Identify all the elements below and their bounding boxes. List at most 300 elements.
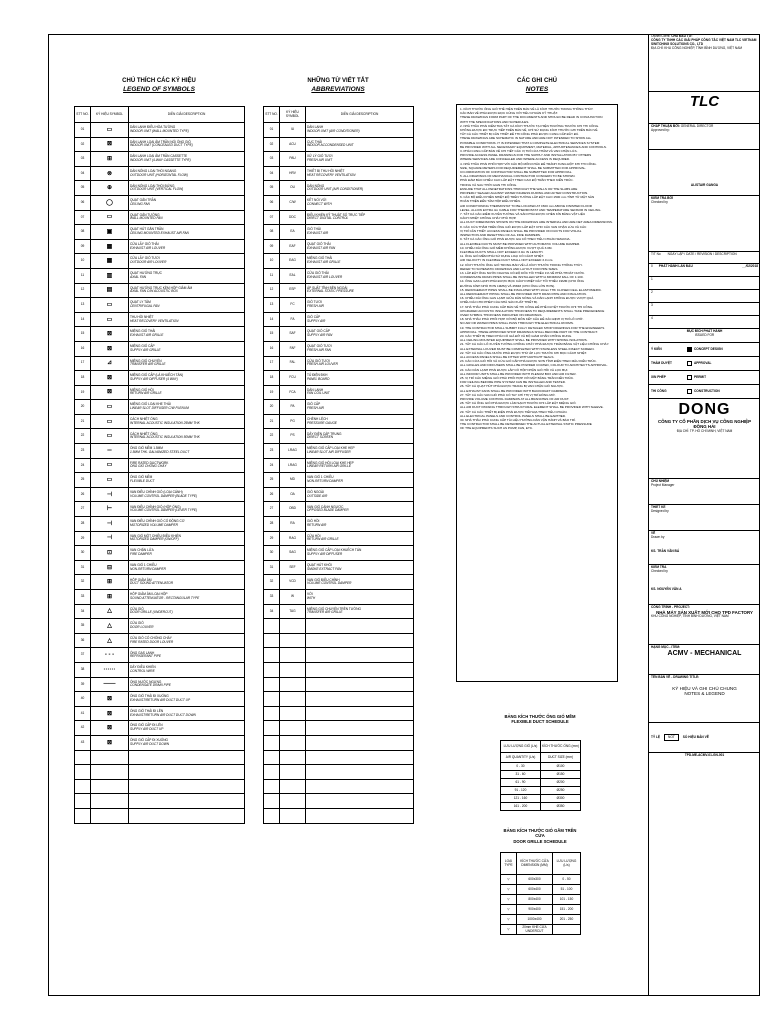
abbr-row-no: 26	[264, 487, 280, 502]
legend-row-no: 11	[75, 268, 91, 283]
abbr-desc-vn: DÀN NÓNG	[307, 183, 325, 188]
tb-rev-no: 3	[651, 303, 653, 307]
legend-row	[75, 487, 245, 502]
legend-desc-en: CONDENSATE DRAIN PIPE	[130, 683, 171, 688]
tb-rev-desc: PHÁT HÀNH LẦN ĐẦU	[658, 264, 693, 268]
legend-row-no: 20	[75, 400, 91, 415]
abbr-desc-en: SUPPLY AIR	[307, 318, 326, 323]
abbr-empty-cell	[264, 750, 280, 765]
legend-row-symbol	[91, 195, 129, 210]
flex-row-size: Ø150	[541, 771, 581, 779]
legend-row-symbol	[91, 414, 129, 429]
legend-row-no: 10	[75, 254, 91, 269]
tb-rev-no: 0	[651, 264, 653, 268]
abbr-empty-cell	[306, 765, 414, 780]
door-row-dimension: 900x400	[517, 905, 553, 915]
abbr-row	[264, 268, 414, 283]
abbr-row-symbol: EAG	[280, 254, 306, 269]
legend-desc-vn: DÀN NÓNG LOẠI THỔI ĐỨNG	[130, 183, 175, 188]
abbr-empty-row	[264, 662, 414, 677]
legend-row	[75, 195, 245, 210]
abbr-empty-cell	[280, 779, 306, 794]
legend-symbol-icon: ▣	[106, 228, 113, 235]
abbr-desc-vn: QUẠT GIÓ THẢI	[307, 241, 331, 246]
door-row	[501, 905, 581, 915]
legend-row-symbol	[91, 677, 129, 692]
legend-row-description	[129, 662, 245, 677]
legend-row-no: 13	[75, 298, 91, 313]
legend-desc-en: OUTDOOR UNIT (HORIZONTAL FLOW)	[130, 172, 188, 177]
abbr-row	[264, 429, 414, 444]
flex-row-quantity: 0 - 30	[501, 763, 541, 771]
legend-empty-row	[75, 794, 245, 809]
door-header-dimension: KÍCH THƯỚC CỬA DIMENSION (MM)	[517, 853, 553, 875]
abbr-row-no: 30	[264, 546, 280, 561]
legend-desc-vn: DÀN LẠNH LOẠI ÂM TRẦN NỐI ỐNG GIÓ	[130, 139, 191, 144]
note-line: 1. KÍCH THƯỚC ỐNG GIÓ THỂ HIỆN TRÊN BẢN VẼ LÀ KÍCH THƯỚC TRONG THÔNG THỦY.	[460, 107, 594, 111]
note-line: 21. TẤT CẢ CÁC LỖ XUYÊN TƯỜNG CHỐNG CHÁY PHẢI ĐƯỢC TRÁM BẰNG VẬT LIỆU CHỐNG CHÁY.	[460, 342, 610, 347]
note-line: FOR CEILING BEFORE PIPE SYSTEM CAN BE INSTALLED AND TESTED.	[460, 380, 566, 385]
note-line: HOÀN THIỆN ĐẾN TÂM HỘP ĐIỀU KHIỂN.	[460, 199, 521, 204]
legend-row-description	[129, 648, 245, 663]
legend-row-symbol	[91, 371, 129, 386]
legend-row-description	[129, 604, 245, 619]
legend-row	[75, 575, 245, 590]
legend-row-description	[129, 254, 245, 269]
legend-row-symbol	[91, 312, 129, 327]
legend-row-description	[129, 283, 245, 298]
tb-rev-header-no: T/T No	[651, 252, 661, 256]
abbr-row-symbol: EAF	[280, 239, 306, 254]
legend-desc-vn: QUẠT GẮN TRẦN	[130, 198, 157, 203]
tb-design-sub: Designed by	[651, 508, 669, 513]
door-row	[501, 885, 581, 895]
abbr-desc-en: FAN COIL UNIT	[307, 391, 330, 396]
legend-empty-cell	[91, 765, 129, 780]
legend-row	[75, 298, 245, 313]
abbr-empty-row	[264, 794, 414, 809]
legend-row-no: 24	[75, 458, 91, 473]
note-line: 2. NHÀ THẦU PHẢI KIỂM TRA TẤT CẢ KÍCH THƯỚC TẠI HIỆN TRƯỜNG TRƯỚC KHI THI CÔNG.	[460, 123, 599, 128]
abbr-desc-en: EXHAUST AIR	[307, 230, 329, 235]
note-line: KHÔNG ĐƯỢC ĐO TRỰC TIẾP TRÊN BẢN VẼ, CHỈ SỬ DỤNG KÍCH THƯỚC GHI TRÊN BẢN VẼ.	[460, 128, 599, 133]
abbr-row-description	[306, 210, 414, 225]
legend-row-symbol	[91, 531, 129, 546]
legend-empty-cell	[91, 794, 129, 809]
legend-row-no: 35	[75, 619, 91, 634]
legend-row-symbol	[91, 181, 129, 196]
abbr-row-symbol: OA	[280, 487, 306, 502]
abbr-row	[264, 414, 414, 429]
notes-title-en: NOTES	[525, 85, 549, 93]
tb-drawing-title	[649, 675, 760, 723]
abbr-empty-row	[264, 677, 414, 692]
door-schedule-title-vn: BẢNG KÍCH THƯỚC GIÓ GẦM TRÊN CỬA	[503, 828, 577, 839]
tb-owner	[649, 34, 760, 92]
note-line: 7. TẤT CẢ CÁC ĐIỂM XUYÊN TƯỜNG VÀ SÀN PHẢI ĐƯỢC CHÈN KÍN BẰNG VẬT LIỆU	[460, 212, 586, 217]
abbr-row-description	[306, 444, 414, 459]
note-line: 4. NHÀ THẦU PHẢI PHỐI HỢP VỚI CÁC BỘ MÔN KHÁC ĐỂ TRÁNH XUNG ĐỘT KHI THI CÔNG.	[460, 161, 597, 166]
abbr-row	[264, 341, 414, 356]
legend-desc-en: DOOR LOUVER	[130, 624, 154, 629]
abbr-desc-vn: DÀN LẠNH	[307, 125, 324, 130]
tb-issue-option	[649, 371, 760, 385]
abbr-title	[263, 78, 413, 94]
legend-row-description	[129, 633, 245, 648]
abbr-empty-cell	[264, 779, 280, 794]
legend-desc-vn: DÀN LẠNH LOẠI ÂM TRẦN CASSETTE	[130, 154, 188, 159]
legend-symbol-icon: ⊠	[106, 725, 113, 732]
abbr-desc-vn: GIÓ THẢI	[307, 227, 321, 232]
legend-symbol-icon: △	[107, 608, 112, 615]
abbr-empty-cell	[280, 794, 306, 809]
tb-rev-row	[649, 290, 760, 303]
abbr-empty-row	[264, 648, 414, 663]
tb-drawing-number: TPD-ME-ACMV-01-GN-001	[684, 753, 725, 757]
door-row-dimension: 800x400	[517, 895, 553, 905]
legend-row-symbol	[91, 735, 129, 750]
abbr-row-no: 15	[264, 327, 280, 342]
abbr-row	[264, 298, 414, 313]
abbr-row-description	[306, 239, 414, 254]
checkbox-icon	[687, 375, 692, 380]
legend-row-description	[129, 706, 245, 721]
legend-row-no: 26	[75, 487, 91, 502]
legend-desc-en: DUCT SOUND ATTENUATOR	[130, 581, 174, 586]
tb-issue-vn: Ý KIẾN	[651, 346, 662, 351]
note-line: 9. TẤT CẢ CÁC ỐNG GIÓ PHẢI ĐƯỢC GIA CỐ THEO TIÊU CHUẨN SMACNA.	[460, 237, 571, 242]
note-line: CONDENSATE DRAIN PIPES SHALL BE INSTALLED WITH A MINIMUM FALL OF 1:100.	[460, 275, 584, 280]
abbr-empty-cell	[280, 735, 306, 750]
tb-drawn	[649, 531, 760, 565]
legend-row-no: 32	[75, 575, 91, 590]
door-schedule-title	[500, 828, 580, 844]
abbr-row-no: 02	[264, 137, 280, 152]
door-row-flow: 0 - 50	[553, 875, 581, 885]
abbr-row-symbol: SAF	[280, 327, 306, 342]
notes-title-vn: CÁC GHI CHÚ	[517, 78, 557, 84]
note-line: 19. THE CONTRACTOR SHALL SUBMIT FULLY DETAILED SHOP DRAWINGS FOR THE ENGINEER'S	[460, 325, 605, 330]
legend-desc-vn: VAN ĐIỀU CHỈNH GIÓ (HỘP ỐNG)	[130, 504, 181, 509]
legend-symbol-icon: ⊣	[106, 491, 113, 498]
door-row-type-icon: ▽	[501, 915, 517, 925]
abbr-desc-vn: MIỆNG GIÓ CẤP LOẠI KHE HẸP	[307, 446, 355, 451]
abbr-row-no: 28	[264, 517, 280, 532]
notes-box	[456, 104, 618, 682]
legend-row-no: 17	[75, 356, 91, 371]
legend-desc-vn: QUẠT HƯỚNG TRỤC	[130, 271, 162, 276]
legend-desc-vn: ỐNG GIÓ CẤP ĐI LÊN	[130, 723, 163, 728]
abbr-row-symbol: RA	[280, 517, 306, 532]
door-row-flow: 151 - 200	[553, 905, 581, 915]
abbr-row-symbol: FA	[280, 312, 306, 327]
note-line: 26. TẤT CẢ QUẠT HÚT PHẢI ĐƯỢC TRANG BỊ VAN CHẶN GIÓ NGƯỢC.	[460, 384, 564, 389]
abbr-desc-en: DIRECT SCREEN	[307, 435, 334, 440]
legend-row	[75, 721, 245, 736]
flex-header-row	[501, 741, 581, 753]
legend-desc-en: AXIAL FAN C/W ACOUSTIC BOX	[130, 289, 178, 294]
legend-row-no: 43	[75, 735, 91, 750]
legend-desc-vn: MIỆNG GIÓ LOẠI KHE THẢI	[130, 402, 171, 407]
legend-desc-en: ỐNG GIÓ CHỐNG CHÁY	[130, 464, 167, 469]
legend-empty-cell	[91, 750, 129, 765]
note-line: NO AIR OR WATER PIPES SHALL PASS THROUGH THE ELECTRICAL ROOMS.	[460, 321, 574, 326]
tb-project-address: KHU CÔNG NGHIỆP, TỈNH BÌNH DƯƠNG, VIỆT NAM	[651, 614, 729, 619]
legend-row-symbol	[91, 356, 129, 371]
legend-row	[75, 692, 245, 707]
legend-row-description	[129, 502, 245, 517]
note-line: ALL EXHAUST FANS SHALL BE PROVIDED WITH BACKDRAFT DAMPERS.	[460, 388, 568, 393]
tb-issue-options	[649, 343, 760, 399]
abbr-desc-en: FRESH AIR	[307, 406, 324, 411]
tb-owner-name: CÔNG TY TNHH CÁC GIẢI PHÁP CÔNG TẮC VIỆT NAM TLC VIETNAM SWITCHING SOLUTIONS CO., LTD	[651, 37, 757, 46]
tb-category-label: HẠNG MỤC - ITEM:	[651, 645, 681, 649]
door-header-flow: LƯU LƯỢNG (L/s)	[553, 853, 581, 875]
legend-row	[75, 283, 245, 298]
abbr-row-no: 34	[264, 604, 280, 619]
abbr-row-no: 29	[264, 531, 280, 546]
legend-row	[75, 341, 245, 356]
tb-rev-row	[649, 316, 760, 329]
legend-desc-en: FIRE DAMPER	[130, 552, 152, 557]
legend-symbol-icon: ▭	[106, 316, 113, 323]
abbr-row-symbol: VCD	[280, 575, 306, 590]
abbr-desc-en: TRANSFER AIR GRILLE	[307, 610, 343, 615]
tb-issue-title	[649, 329, 760, 343]
legend-desc-en: FLEXIBLE DUCT	[130, 479, 155, 484]
legend-desc-vn: ỐNG GIÓ THẢI ĐI XUỐNG	[130, 694, 169, 699]
abbr-row	[264, 531, 414, 546]
abbr-row-no: 33	[264, 590, 280, 605]
legend-row-symbol	[91, 166, 129, 181]
tb-issue-vn: THI CÔNG	[651, 388, 667, 393]
abbr-row-description	[306, 414, 414, 429]
abbr-row-description	[306, 560, 414, 575]
abbr-empty-row	[264, 808, 414, 823]
abbr-row	[264, 254, 414, 269]
abbr-row-no: 12	[264, 283, 280, 298]
note-line: 14. ỐNG GAS LẠNH PHẢI ĐƯỢC BỌC CÁCH NHIỆT DÀY TỐI THIỂU 19MM (CHO ỐNG	[460, 279, 585, 284]
abbr-row	[264, 546, 414, 561]
legend-symbol-icon: ⊗	[106, 170, 113, 177]
abbr-desc-vn: XỬ LÝ GIÓ TƯƠI	[307, 154, 333, 159]
tb-scale-value: NOT	[664, 734, 679, 742]
legend-table	[74, 106, 245, 824]
abbr-desc-en: DIRECT DIGITAL CONTROL	[307, 216, 349, 221]
legend-symbol-icon: ▭	[106, 418, 113, 425]
door-row	[501, 925, 581, 935]
note-line: 5. ALL DRAWINGS OF MECHANICAL CONTRACTOR CONCERN TO BE SHOWN.	[460, 174, 576, 179]
legend-symbol-icon: ⊠	[106, 695, 113, 702]
legend-row	[75, 166, 245, 181]
abbr-row-symbol: FCU	[280, 371, 306, 386]
tb-rev-no: 2	[651, 290, 653, 294]
legend-desc-vn: HỘP GIẢM ÂM LOẠI HỘP	[130, 592, 168, 597]
legend-row-no: 39	[75, 677, 91, 692]
abbr-empty-row	[264, 765, 414, 780]
legend-row-symbol	[91, 400, 129, 415]
legend-row-description	[129, 677, 245, 692]
door-row	[501, 895, 581, 905]
abbr-desc-en: FRESH AIR LOUVER	[307, 362, 338, 367]
legend-symbol-icon: ▭	[106, 404, 113, 411]
legend-symbol-icon: ⊕	[106, 185, 113, 192]
note-line: ĐƯỜNG KÍNH NHỎ HƠN 19MM) VÀ 25MM (CHO ỐNG LỚN HƠN).	[460, 283, 556, 288]
tb-drawing-title-vn: KÝ HIỆU VÀ GHI CHÚ CHUNG	[672, 685, 737, 691]
tb-draw-label: VẼ	[651, 531, 656, 535]
note-line: ALL AIR DUCT PASSING THROUGH STRUCTURAL ELEMENT SHALL BE PROVIDED WITH SLEEVE.	[460, 405, 604, 410]
legend-symbol-icon: ▭	[106, 433, 113, 440]
abbr-row-symbol: DDC	[280, 210, 306, 225]
tb-draw-sub: Drawn by	[651, 534, 665, 539]
legend-row-no: 28	[75, 517, 91, 532]
abbr-desc-vn: QUẠT GIÓ TƯƠI	[307, 344, 332, 349]
legend-row-description	[129, 619, 245, 634]
legend-empty-row	[75, 750, 245, 765]
door-header-row	[501, 853, 581, 875]
abbr-row-description	[306, 254, 414, 269]
legend-row-no: 19	[75, 385, 91, 400]
legend-row	[75, 604, 245, 619]
legend-row-no: 01	[75, 123, 91, 138]
legend-desc-vn: MIỆNG GIÓ CẤP (LÁ KHUẾCH TÁN)	[130, 373, 184, 378]
note-line: 6. CÁC BỘ ĐIỀU KHIỂN NHIỆT ĐỘ TRÊN TƯỜNG LẮP ĐẶT CAO 1500 mm TÍNH TỪ MẶT SÀN	[460, 195, 595, 200]
abbr-empty-cell	[264, 692, 280, 707]
legend-desc-en: FIRE RATED DOOR LOUVER	[130, 639, 174, 644]
legend-desc-vn: FIRE RATED DUCTWORK	[130, 460, 169, 465]
legend-symbol-icon: - - -	[104, 652, 115, 659]
abbr-desc-vn: CHÊNH LỆCH	[307, 417, 328, 421]
legend-symbol-icon: ⊠	[106, 710, 113, 717]
abbr-row-symbol: FAF	[280, 341, 306, 356]
abbr-empty-row	[264, 721, 414, 736]
tlc-logo-icon: TLC	[689, 93, 720, 110]
legend-row-description	[129, 692, 245, 707]
abbr-desc-en: LINEAR SLOT AIR DIFFUSER	[307, 449, 351, 454]
abbr-row	[264, 181, 414, 196]
tb-rev-row	[649, 264, 760, 277]
abbr-row	[264, 123, 414, 138]
legend-row-no: 08	[75, 225, 91, 240]
note-line: 17. NHÀ THẦU PHẢI CUNG CẤP BẢN VẼ THI CÔNG ĐỂ PHÊ DUYỆT TRƯỚC KHI THI CÔNG.	[460, 304, 594, 309]
legend-header-no: STT NO.	[75, 107, 91, 123]
abbr-row-no: 03	[264, 152, 280, 167]
abbr-empty-cell	[280, 692, 306, 707]
legend-row-description	[129, 458, 245, 473]
legend-empty-row	[75, 808, 245, 823]
tb-drawing-title-label: TÊN BẢN VẼ - DRAWING TITLE:	[651, 675, 700, 679]
legend-symbol-icon: ⊣	[106, 520, 113, 527]
legend-desc-vn: ỐNG GIÓ CẤP ĐI XUỐNG	[130, 738, 169, 743]
flex-row-quantity: 61 - 90	[501, 779, 541, 787]
legend-row	[75, 706, 245, 721]
abbr-row-no: 10	[264, 254, 280, 269]
legend-row-symbol	[91, 327, 129, 342]
tb-owner-logo	[649, 92, 760, 124]
abbr-empty-cell	[264, 662, 280, 677]
abbr-desc-en: VOLUME CONTROL DAMPER	[307, 581, 352, 586]
legend-row-symbol	[91, 560, 129, 575]
abbr-desc-en: WITH	[307, 595, 316, 600]
note-line: 3. PHẢI CUNG CẤP BẢN VẼ CHI TIẾT CÁC VỊ TRÍ CỬA THĂM VÀ VAN CHẶN LỬA.	[460, 149, 578, 154]
abbr-desc-en: SMOKE EXTRACT FAN	[307, 566, 342, 571]
legend-row-description	[129, 414, 245, 429]
legend-desc-vn: HỘP GIẢM ÂM	[130, 577, 152, 582]
abbr-row-description	[306, 123, 414, 138]
abbr-empty-cell	[280, 750, 306, 765]
abbr-empty-cell	[306, 808, 414, 823]
note-line: CÁCH NHIỆT CHỐNG CHÁY PHÙ HỢP.	[460, 216, 517, 221]
tb-approval	[649, 124, 760, 150]
legend-row	[75, 268, 245, 283]
note-line: AIR CONDITIONING THERMOSTAT TO BE LOCATED AT 1500 mm ABOVE FINISHED FLOOR	[460, 203, 593, 208]
door-row-dimension: 1000x400	[517, 915, 553, 925]
legend-row-no: 09	[75, 239, 91, 254]
flex-header-row-en	[501, 753, 581, 763]
legend-row-description	[129, 195, 245, 210]
legend-row-no: 02	[75, 137, 91, 152]
abbr-row	[264, 444, 414, 459]
abbr-row-description	[306, 487, 414, 502]
legend-row-symbol	[91, 517, 129, 532]
abbr-row-no: 22	[264, 429, 280, 444]
abbr-row-no: 16	[264, 341, 280, 356]
abbr-row-symbol: RAG	[280, 531, 306, 546]
abbr-header-symbol: KÝ HIỆU SYMBOL	[280, 107, 306, 123]
abbr-empty-cell	[264, 677, 280, 692]
legend-row-symbol	[91, 298, 129, 313]
note-line: ALL INDOOR UNITS SHALL BE PROVIDED WITH PLENUM BOX AND AIR FILTER.	[460, 371, 577, 376]
note-line: 18. NHÀ THẦU PHẢI PHỐI HỢP VỚI BỘ MÔN KẾT CẤU ĐỂ XÁC ĐỊNH VỊ TRÍ LỖ CHỜ.	[460, 317, 584, 322]
door-schedule-title-en: DOOR GRILLE SCHEDULE	[513, 838, 567, 844]
legend-desc-vn: QUẠT HƯỚNG TRỤC KÈM HỘP GIẢM ÂM	[130, 285, 193, 290]
legend-desc-vn: VAN ĐIỀU CHỈNH GIÓ (LOẠI CÁNH)	[130, 489, 183, 494]
abbr-desc-vn: MIỆNG GIÓ CHUYỂN TRÊN TƯỜNG	[307, 606, 362, 611]
legend-symbol-icon: ▤	[106, 287, 113, 294]
tb-issue-vn: THẨM DUYỆT	[651, 360, 672, 365]
flex-row-size: Ø100	[541, 763, 581, 771]
abbr-desc-vn: QUẠT HÚT KHÓI	[307, 562, 332, 567]
abbr-row	[264, 487, 414, 502]
legend-row-no: 30	[75, 546, 91, 561]
tb-checker-sub: Checked by	[651, 568, 668, 573]
abbr-row-description	[306, 166, 414, 181]
abbr-row-description	[306, 225, 414, 240]
abbr-desc-en: FRESH AIR FAN	[307, 347, 331, 352]
legend-empty-cell	[129, 779, 245, 794]
legend-symbol-icon: ⊡	[106, 550, 113, 557]
abbr-empty-row	[264, 750, 414, 765]
abbr-row-description	[306, 283, 414, 298]
abbr-row-no: 13	[264, 298, 280, 313]
abbr-row	[264, 473, 414, 488]
legend-row-description	[129, 400, 245, 415]
abbr-empty-cell	[306, 619, 414, 634]
abbr-row-symbol: HRV	[280, 166, 306, 181]
legend-row	[75, 210, 245, 225]
legend-row	[75, 677, 245, 692]
legend-desc-en: 1.5MM THK. GALVANIZED STEEL DUCT	[130, 449, 190, 454]
legend-row-symbol	[91, 692, 129, 707]
abbr-empty-cell	[264, 619, 280, 634]
legend-row-symbol	[91, 444, 129, 459]
legend-row-no: 29	[75, 531, 91, 546]
legend-row	[75, 560, 245, 575]
legend-desc-en: RETURN AIR GRILLE	[130, 391, 162, 396]
legend-desc-vn: DÀN NÓNG LOẠI THỔI NGANG	[130, 168, 177, 173]
legend-row-no: 15	[75, 327, 91, 342]
legend-row-symbol	[91, 429, 129, 444]
